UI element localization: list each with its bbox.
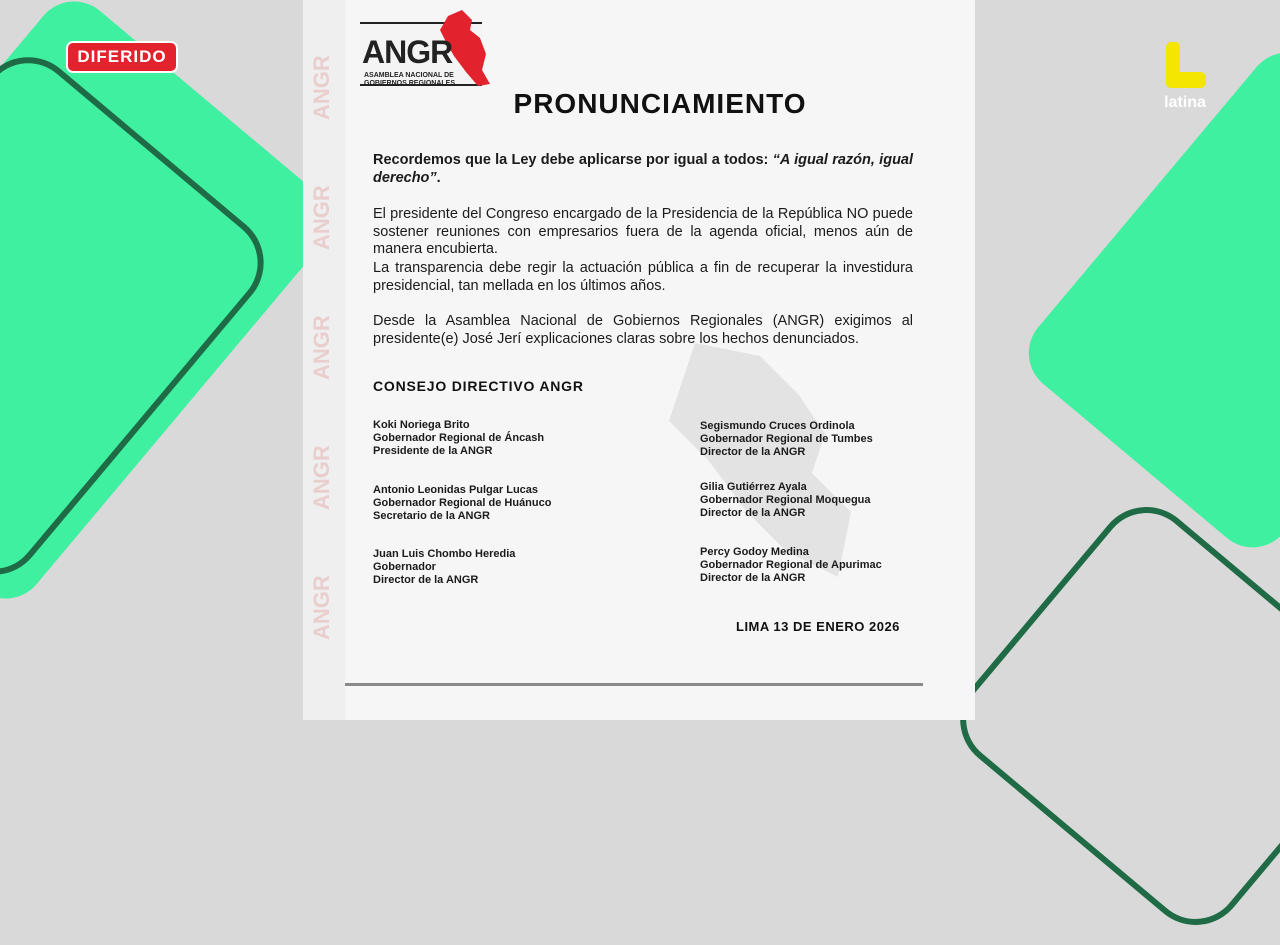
decorative-green-band-right	[1012, 36, 1280, 563]
signatory-name: Koki Noriega Brito	[373, 419, 470, 431]
strip-watermark: ANGR	[309, 315, 334, 380]
body-paragraph-3: Desde la Asamblea Nacional de Gobiernos Regionales (ANGR) exigimos al presidente(e) José Jerí explicaciones claras sobre los hechos denunciados.	[373, 313, 913, 347]
signatory-block	[373, 484, 551, 523]
diferido-badge: DIFERIDO	[66, 41, 178, 73]
signatory-role: Gobernador	[373, 561, 436, 573]
angr-subtitle: ASAMBLEA NACIONAL DE GOBIERNOS REGIONALES	[364, 72, 456, 87]
signatory-name: Percy Godoy Medina	[700, 546, 809, 558]
signatory-name: Juan Luis Chombo Heredia	[373, 548, 516, 560]
signatory-position: Director de la ANGR	[373, 574, 479, 586]
signatory-position: Secretario de la ANGR	[373, 510, 490, 522]
signatory-block	[373, 419, 544, 458]
strip-watermark: ANGR	[309, 575, 334, 640]
intro-quote: “A igual razón, igual derecho”	[373, 152, 914, 186]
signatory-position: Director de la ANGR	[700, 507, 806, 519]
body-paragraph-1: El presidente del Congreso encargado de la Presidencia de la República NO puede sostener reuniones con empresarios fuera de la agenda oficial, menos aún de manera encubierta.	[373, 206, 913, 257]
strip-watermark: ANGR	[309, 185, 334, 250]
signatory-block	[700, 546, 882, 585]
channel-name: latina	[1164, 94, 1206, 111]
intro-paragraph: Recordemos que la Ley debe aplicarse por igual a todos: “A igual razón, igual derecho”.	[373, 152, 914, 186]
document-date: LIMA 13 DE ENERO 2026	[736, 619, 900, 634]
signatory-role: Gobernador Regional de Apurimac	[700, 559, 882, 571]
body-paragraph-2: La transparencia debe regir la actuación pública a fin de recuperar la investidura presidencial, tan mellada en los últimos años.	[373, 260, 913, 294]
channel-logo	[1150, 40, 1220, 115]
signatory-block	[373, 548, 515, 587]
signatory-position: Director de la ANGR	[700, 572, 806, 584]
signatory-name: Gilia Gutiérrez Ayala	[700, 481, 807, 493]
signatory-role: Gobernador Regional Moquegua	[700, 494, 871, 506]
decorative-outline-right	[940, 487, 1280, 945]
signatory-role: Gobernador Regional de Áncash	[373, 432, 545, 444]
council-title: CONSEJO DIRECTIVO ANGR	[373, 378, 584, 394]
document-divider	[345, 683, 923, 686]
signatory-role: Gobernador Regional de Huánuco	[373, 497, 552, 509]
latina-logo-icon	[1158, 42, 1212, 90]
signatory-position: Presidente de la ANGR	[373, 445, 493, 457]
document-title: PRONUNCIAMIENTO	[513, 88, 807, 119]
signatory-name: Segismundo Cruces Ordinola	[700, 420, 855, 432]
document-side-strip	[303, 0, 345, 720]
signatory-block	[700, 481, 871, 520]
signatory-block	[700, 420, 873, 459]
angr-acronym: ANGR	[362, 34, 453, 70]
signatory-name: Antonio Leonidas Pulgar Lucas	[373, 484, 539, 496]
angr-logo	[360, 10, 492, 90]
signatory-position: Director de la ANGR	[700, 446, 806, 458]
strip-watermark: ANGR	[309, 445, 334, 510]
signatory-role: Gobernador Regional de Tumbes	[700, 433, 873, 445]
strip-watermark: ANGR	[309, 55, 334, 120]
